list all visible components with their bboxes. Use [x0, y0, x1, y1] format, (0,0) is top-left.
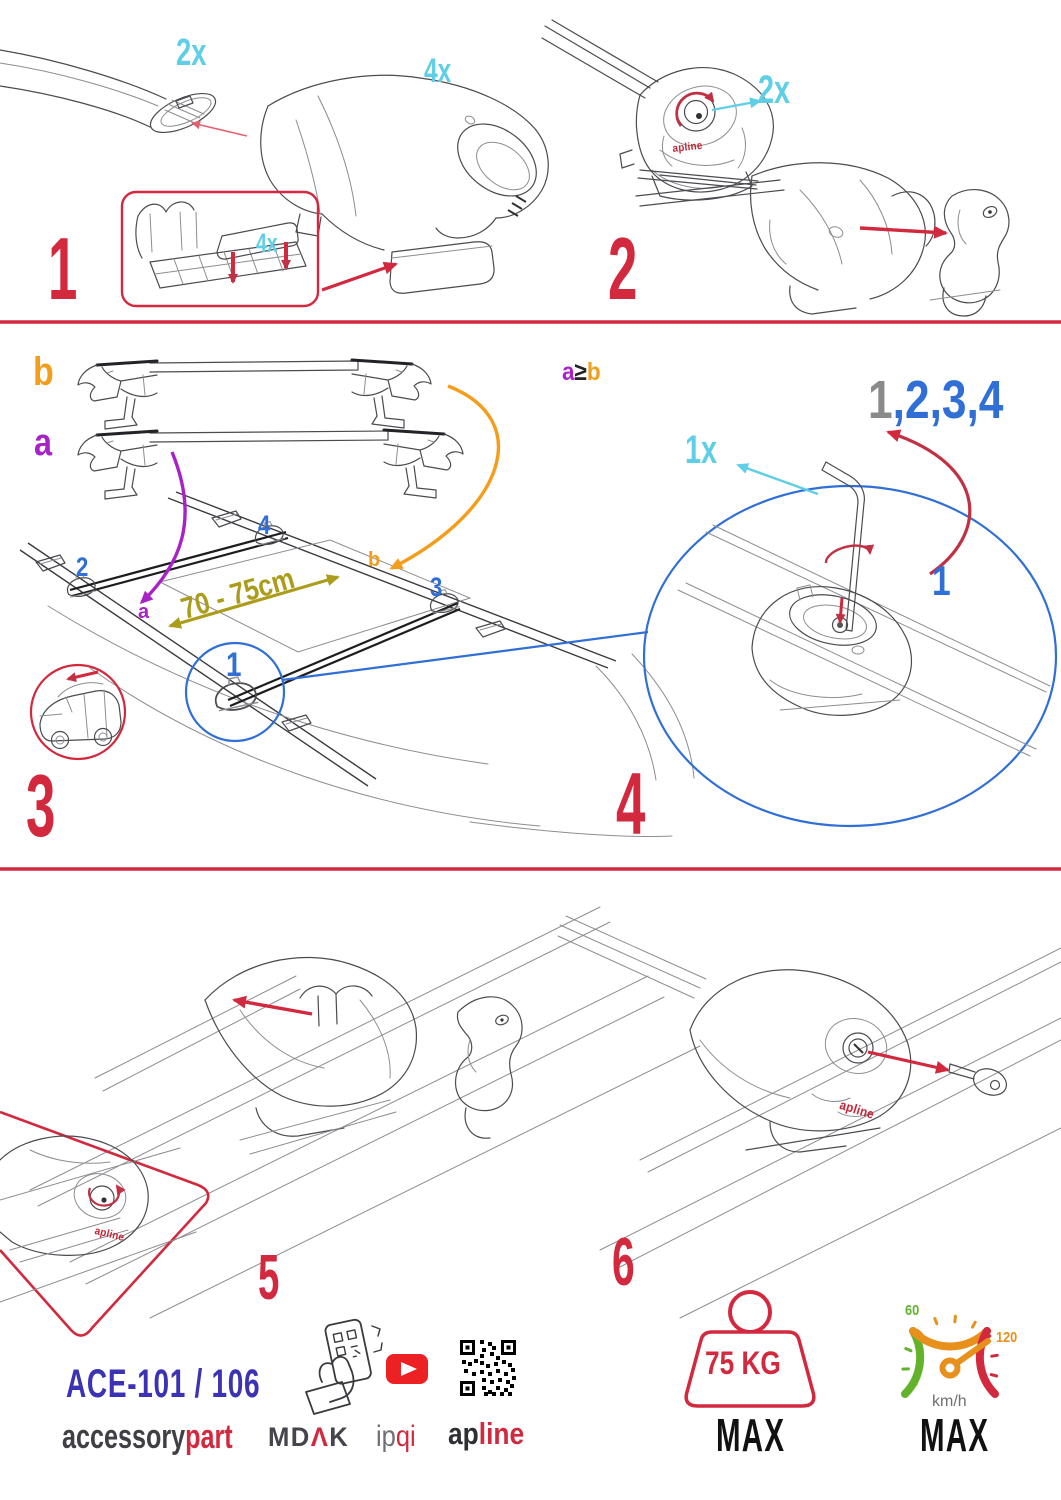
step5-locked-inset [0, 1112, 208, 1336]
lock-qty-label: 2x [758, 68, 791, 112]
pad-qty-label: 4x [256, 228, 278, 258]
inset-to-foot-arrow [322, 264, 396, 290]
roof-label-a: a [138, 601, 150, 623]
tightening-sequence-label [868, 370, 1004, 430]
brand-wordmark [62, 1420, 233, 1454]
mdak-mark: Λ [310, 1422, 330, 1452]
roof-position-3: 3 [430, 572, 443, 602]
step3-car-direction-inset [31, 665, 125, 759]
step3-bar-b-illustration [78, 360, 431, 429]
insert-bar-arrow [192, 123, 247, 136]
step-1-number: 1 [48, 219, 78, 318]
rule-b: b [586, 358, 601, 386]
step-4-number: 4 [616, 754, 646, 853]
key-insert-arrow [868, 1052, 948, 1070]
rule-label [562, 360, 601, 385]
mdak-logo [268, 1424, 349, 1451]
ipqi-red: qi [395, 1420, 416, 1453]
key-qty-arrow [738, 465, 818, 494]
ipqi-dark: ip [376, 1420, 396, 1453]
ipqi-logo [376, 1422, 416, 1452]
apline-red: line [478, 1416, 525, 1451]
apline-logo-small: apline [93, 1225, 126, 1244]
step2-endcap-illustration [638, 163, 1009, 316]
sequence-first: 1 [868, 370, 893, 430]
youtube-icon [386, 1354, 428, 1384]
speed-high-label: 120 [996, 1329, 1018, 1346]
detail-circle [644, 486, 1056, 826]
key-rotate-arrow [826, 546, 870, 563]
distance-label: 70 - 75cm [177, 562, 299, 626]
roof-position-4: 4 [258, 510, 271, 540]
car-illustration [40, 691, 121, 741]
step3-bar-a-illustration [78, 430, 463, 499]
position-1-detail-label: 1 [932, 557, 951, 604]
speed-low-label: 60 [905, 1302, 920, 1319]
step1-crossbar-illustration [0, 50, 247, 140]
travel-direction-arrow [68, 672, 98, 679]
step3-roof-illustration [20, 386, 694, 836]
rule-operator: ≥ [574, 358, 587, 386]
brand-name-red: part [185, 1418, 233, 1456]
bar-b-label: b [33, 350, 54, 394]
apline-logo-small: apline [837, 1097, 877, 1122]
bar-a-label: a [34, 422, 52, 464]
sequence-arrow [888, 432, 970, 574]
roof-position-1: 1 [226, 646, 242, 684]
speed-max-label: MAX [920, 1409, 990, 1461]
bar-a-position-arrow [142, 452, 185, 602]
step-6-number: 6 [612, 1224, 635, 1300]
step4-detail-illustration [644, 428, 1056, 826]
max-weight-value: 75 KG [705, 1345, 781, 1381]
allen-key [846, 502, 864, 631]
roof-position-2: 2 [76, 552, 89, 582]
step2-foot-lock-illustration [542, 20, 784, 206]
cap-slide-arrow [234, 1000, 312, 1014]
apline-logo [448, 1418, 524, 1449]
step5-illustration [30, 907, 700, 1318]
foot-qty-label: 4x [424, 52, 452, 90]
scan-phone-icon [306, 1319, 382, 1414]
mdak-pre: MD [268, 1422, 311, 1452]
detail-callout-line [282, 632, 648, 680]
speedometer-icon [903, 1316, 997, 1394]
max-weight-label: MAX [716, 1409, 786, 1461]
brand-name-dark: accessory [62, 1418, 186, 1456]
crossbar-qty-label: 2x [176, 32, 207, 74]
tighten-down-arrow [840, 598, 842, 622]
rear-crossbar [228, 603, 460, 706]
allen-key-qty-label: 1x [685, 428, 718, 472]
rule-a: a [562, 358, 575, 386]
step-3-number: 3 [26, 756, 56, 855]
apline-logo-small: apline [671, 139, 704, 155]
sequence-rest: ,2,3,4 [892, 370, 1004, 430]
endcap-slide-arrow [860, 228, 946, 233]
apline-dark: ap [448, 1416, 479, 1451]
qr-code [460, 1340, 516, 1396]
model-number: ACE-101 / 106 [66, 1362, 261, 1406]
step-2-number: 2 [608, 219, 638, 318]
speed-unit-label: km/h [932, 1393, 967, 1410]
key [949, 1064, 975, 1079]
mdak-post: K [329, 1422, 350, 1452]
step-5-number: 5 [258, 1241, 280, 1313]
roof-label-b: b [368, 549, 381, 571]
